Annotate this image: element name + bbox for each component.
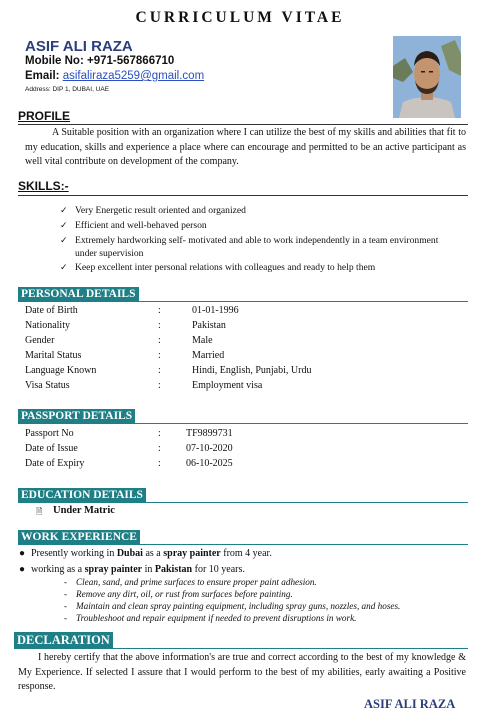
passport-no-label: Passport No [25,428,74,439]
profile-text: A Suitable position with an organization where I can utilize the best of my skills and abilities that fit to my education, skills and experience a place where can encourage and permitted to be an active participant as well vital contribute on development of the company. [25,127,466,167]
work-item: ● Presently working in Dubai as a spray painter from 4 year. [19,548,272,559]
skills-divider [18,195,468,196]
mobile-number: +971-567866710 [86,55,175,67]
dob-value: 01-01-1996 [192,305,239,316]
visa-sep: : [158,380,161,391]
check-icon: ✓ [60,220,68,230]
visa-label: Visa Status [25,380,70,391]
education-item: Under Matric [53,505,115,516]
personal-divider [18,301,468,302]
check-icon: ✓ [60,235,68,245]
skill-item: ✓ Extremely hardworking self- motivated and able to work independently in a team environment under supervision [60,235,439,259]
marital-label: Marital Status [25,350,82,361]
issue-date-label: Date of Issue [25,443,78,454]
expiry-date-sep: : [158,458,161,469]
language-sep: : [158,365,161,376]
language-label: Language Known [25,365,97,376]
marital-sep: : [158,350,161,361]
personal-details-heading: PERSONAL DETAILS [18,287,139,301]
gender-value: Male [192,335,213,346]
passport-no-sep: : [158,428,161,439]
declaration-divider [14,648,468,649]
issue-date-value: 07-10-2020 [186,443,233,454]
declaration-heading: DECLARATION [14,632,113,648]
nationality-sep: : [158,320,161,331]
expiry-date-value: 06-10-2025 [186,458,233,469]
bullet-icon: ● [19,548,26,559]
skill-item: ✓ Keep excellent inter personal relations with colleagues and ready to help them [60,262,376,273]
skills-heading: SKILLS:- [18,179,69,193]
passport-no-value: TF9899731 [186,428,233,439]
work-experience-heading: WORK EXPERIENCE [18,530,140,544]
profile-photo [393,36,461,118]
work-task: - Troubleshoot and repair equipment if needed to prevent disruptions in work. [64,613,357,623]
dob-label: Date of Birth [25,305,78,316]
document-icon: 🗎 [36,507,43,516]
applicant-name: ASIF ALI RAZA [25,38,133,55]
email-label: Email: [25,70,60,82]
work-divider [18,544,468,545]
skill-item: ✓ Efficient and well-behaved person [60,220,207,231]
passport-divider [18,423,468,424]
language-value: Hindi, English, Punjabi, Urdu [192,365,312,376]
gender-label: Gender [25,335,55,346]
email-line [25,70,204,82]
passport-details-heading: PASSPORT DETAILS [18,409,135,423]
document-title: CURRICULUM VITAE [135,9,345,26]
education-divider [18,502,468,503]
dob-sep: : [158,305,161,316]
expiry-date-label: Date of Expiry [25,458,85,469]
nationality-label: Nationality [25,320,70,331]
address: Address: DIP 1, DUBAI, UAE [25,86,110,93]
marital-value: Married [192,350,225,361]
signature-name: ASIF ALI RAZA [364,697,456,711]
nationality-value: Pakistan [192,320,226,331]
work-task: - Remove any dirt, oil, or rust from surfaces before painting. [64,589,293,599]
work-task: - Clean, sand, and prime surfaces to ensure proper paint adhesion. [64,577,317,587]
education-details-heading: EDUCATION DETAILS [18,488,146,502]
skill-item: ✓ Very Energetic result oriented and organized [60,205,246,216]
check-icon: ✓ [60,205,68,215]
bullet-icon: ● [19,564,26,575]
visa-value: Employment visa [192,380,263,391]
email-link[interactable]: asifaliraza5259@gmail.com [62,70,205,82]
profile-heading: PROFILE [18,109,71,123]
work-task: - Maintain and clean spray painting equipment, including spray guns, nozzles, and hoses. [64,601,401,611]
check-icon: ✓ [60,262,68,272]
gender-sep: : [158,335,161,346]
work-item: ● working as a spray painter in Pakistan for 10 years. [19,564,245,575]
profile-divider [18,124,468,125]
issue-date-sep: : [158,443,161,454]
mobile-line [25,55,174,67]
mobile-label: Mobile No: [25,55,84,67]
declaration-text: I hereby certify that the above information's are true and correct according to the best of my knowledge & My Experience. If selected I assure that I would perform to the best of my abilities, early awaiting a Positive response. [18,652,466,692]
